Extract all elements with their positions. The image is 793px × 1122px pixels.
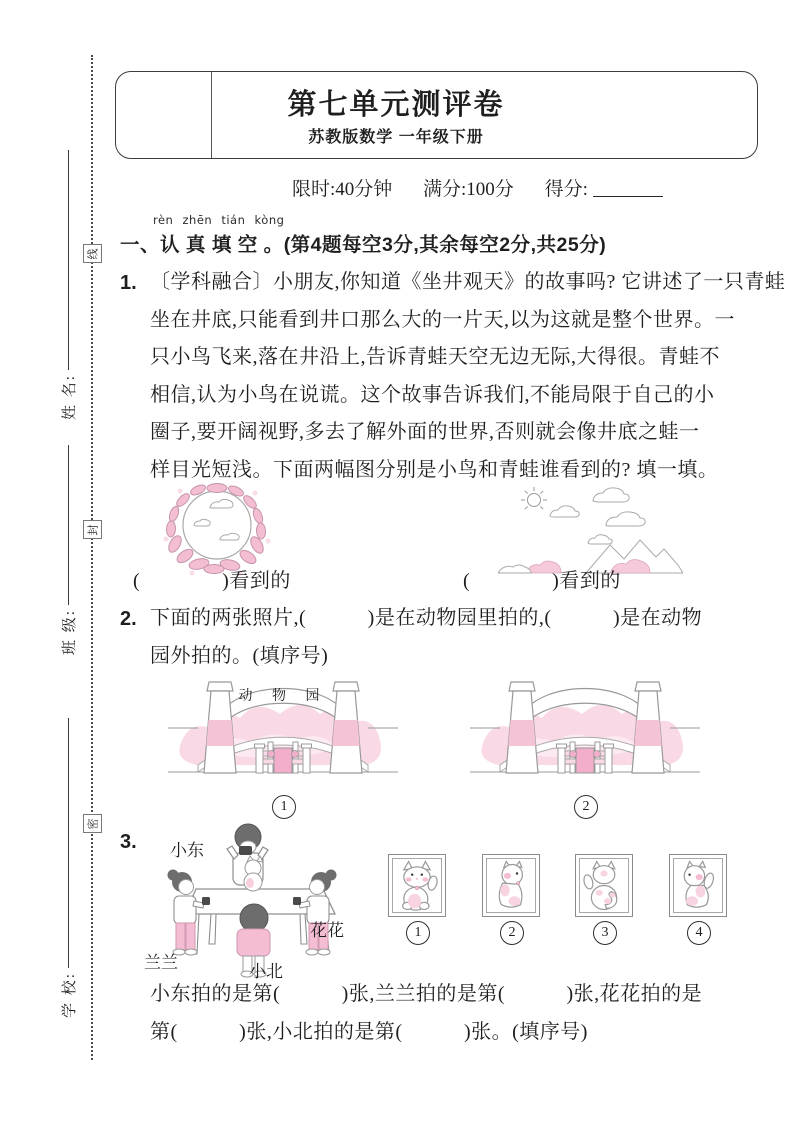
q2-number: 2.: [120, 608, 137, 630]
cat-photo-1-circled-number: [406, 921, 430, 945]
seal-char-feng: 封: [87, 524, 100, 535]
cat-photo-1-number-text: 1: [414, 925, 422, 940]
cat-photo-3-back-view: [579, 858, 629, 913]
q2-text: [150, 600, 702, 675]
well-opening-illustration: [162, 481, 272, 576]
photo-2-circled-number: [574, 795, 598, 819]
cat-photo-4-number-text: 4: [695, 925, 703, 940]
cat-photo-2-number-text: 2: [508, 925, 516, 940]
seal-char-box-line: [83, 244, 102, 263]
open-sky-illustration: [498, 485, 683, 575]
section-title: 认 真 填 空 。: [160, 234, 284, 256]
seal-dotted-line: [91, 55, 93, 1060]
time-limit: 限时:40分钟: [292, 179, 393, 200]
seal-char-line: 线: [87, 248, 100, 259]
seal-char-box-mi: [83, 814, 102, 833]
photo-1-number-text: 1: [280, 799, 288, 814]
cat-photo-1-front-view: [392, 858, 442, 913]
cat-photo-frame-4: [669, 854, 727, 917]
q3-number: 3.: [120, 831, 137, 853]
q3-line: 小东拍的是第( )张,兰兰拍的是第( )张,花花拍的是: [150, 983, 703, 1005]
student-name-label: 姓 名:: [61, 374, 78, 420]
zoo-gate-sign-text: 动 物 园: [238, 689, 328, 704]
q1-answer-left: ( )看到的: [133, 570, 291, 592]
page-subtitle: 苏教版数学 一年级下册: [308, 129, 484, 146]
child-name-huahua: 花花: [310, 921, 344, 940]
q1-answer-right: ( )看到的: [463, 570, 621, 592]
meta-info-line: [292, 174, 663, 201]
q1-line: 相信,认为小鸟在说谎。这个故事告诉我们,不能局限于自己的小: [150, 383, 715, 406]
seal-char-mi: 密: [87, 818, 100, 829]
q1-line: 样目光短浅。下面两幅图分别是小鸟和青蛙谁看到的? 填一填。: [150, 458, 719, 481]
q3-text: [150, 976, 702, 1051]
score-label: 得分:: [544, 179, 588, 200]
q1-line: 只小鸟飞来,落在井沿上,告诉青蛙天空无边无际,大得很。青蛙不: [150, 346, 720, 368]
score-blank: [593, 180, 663, 197]
q1-line: 圈子,要开阔视野,多去了解外面的世界,否则就会像井底之蛙一: [150, 421, 700, 443]
photo-2-number-text: 2: [582, 799, 590, 814]
child-name-lanlan: 兰兰: [144, 953, 178, 972]
q1-number: 1.: [120, 272, 137, 294]
cat-photo-2-circled-number: [500, 921, 524, 945]
school-label: 学 校:: [61, 972, 78, 1018]
class-field: [57, 445, 79, 655]
title-box: [115, 71, 758, 159]
q2-line: 园外拍的。(填序号): [150, 644, 329, 667]
cat-photo-frame-3: [575, 854, 633, 917]
full-score: 满分:100分: [423, 179, 514, 200]
q2-line: 下面的两张照片,( )是在动物园里拍的,( )是在动物: [150, 607, 703, 629]
school-blank: [68, 718, 69, 968]
cat-photo-frame-1: [388, 854, 446, 917]
section-score-note: (第4题每空3分,其余每空2分,共25分): [283, 234, 607, 256]
child-name-xiaobei: 小北: [249, 962, 283, 981]
cat-photo-3-circled-number: [593, 921, 617, 945]
q3-line: 第( )张,小北拍的是第( )张。(填序号): [150, 1020, 588, 1043]
student-name-blank: [68, 150, 69, 370]
page-title: 第七单元测评卷: [287, 89, 505, 121]
class-blank: [68, 445, 69, 605]
cat-photo-4-circled-number: [687, 921, 711, 945]
section-number: 一、: [120, 234, 161, 256]
cat-photo-2-side-view: [486, 858, 536, 913]
seal-char-box-feng: [83, 520, 102, 539]
cat-photo-3-number-text: 3: [601, 925, 609, 940]
zoo-gate-photo-1: [168, 668, 398, 798]
cat-photo-frame-2: [482, 854, 540, 917]
class-label: 班 级:: [61, 609, 78, 655]
section-heading: [120, 229, 606, 257]
student-name-field: [57, 150, 79, 420]
school-field: [57, 718, 79, 1018]
q1-line: 〔学科融合〕小朋友,你知道《坐井观天》的故事吗? 它讲述了一只青蛙: [150, 271, 786, 293]
child-name-xiaodong: 小东: [170, 841, 204, 860]
cat-photo-4-side-view: [673, 858, 723, 913]
section-pinyin: rèn zhēn tián kòng: [153, 213, 285, 227]
q1-text: [150, 264, 785, 489]
q1-line: 坐在井底,只能看到井口那么大的一片天,以为这就是整个世界。一: [150, 308, 735, 331]
zoo-gate-photo-2: [470, 668, 700, 798]
